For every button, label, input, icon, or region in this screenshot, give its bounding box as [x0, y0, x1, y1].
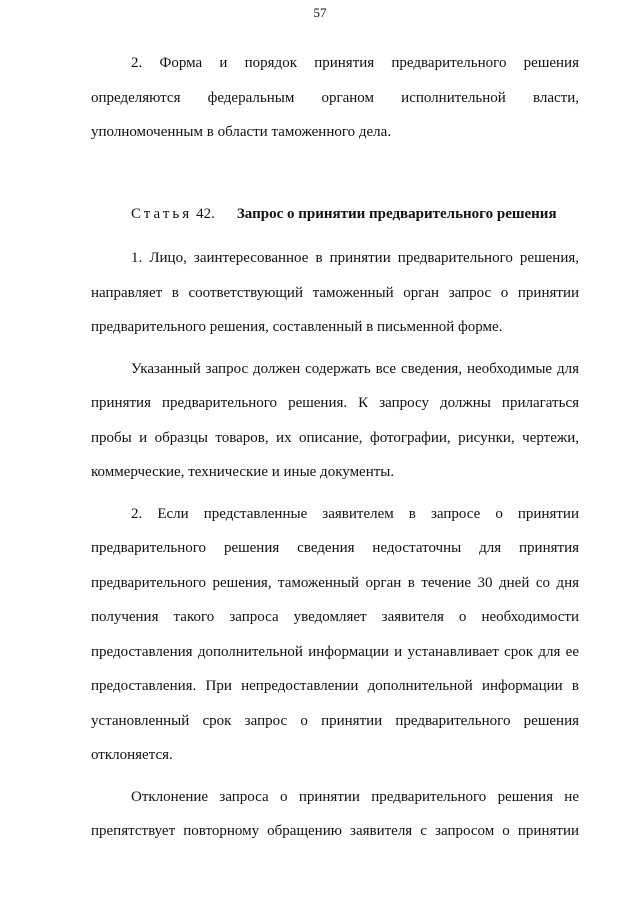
spacer	[91, 773, 579, 780]
document-body	[91, 46, 579, 849]
article-heading	[91, 197, 579, 232]
spacer	[91, 345, 579, 352]
article-number: 42.	[196, 205, 215, 222]
spacer	[91, 150, 579, 197]
spacer	[91, 490, 579, 497]
paragraph-form-procedure: 2. Форма и порядок принятия предварительного решения определяются федеральным органом исполнительной власти, уполномоченным в области таможенного дела.	[91, 55, 579, 140]
article-label: Статья	[131, 205, 193, 222]
paragraph-3: 2. Если представленные заявителем в запросе о принятии предварительного решения сведения недостаточны для принятия предварительного решения, таможенный орган в течение 30 дней со дня получения такого запроса уведомляет заявителя о необходимости предоставления дополнительной информации и устанавливает срок для ее предоставления. При непредоставлении дополнительной информации в установленный срок запрос о принятии предварительного решения отклоняется.	[91, 505, 579, 763]
article-title: Запрос о принятии предварительного решения	[236, 205, 557, 222]
paragraph-4: Отклонение запроса о принятии предварительного решения не препятствует повторному обращению заявителя с запросом о принятии	[91, 788, 579, 839]
paragraph-1: 1. Лицо, заинтересованное в принятии предварительного решения, направляет в соответствующий таможенный орган запрос о принятии предварительного решения, составленный в письменной форме.	[91, 250, 579, 335]
page-number: 57	[313, 5, 327, 20]
paragraph-2: Указанный запрос должен содержать все сведения, необходимые для принятия предварительного решения. К запросу должны прилагаться пробы и образцы товаров, их описание, фотографии, рисунки, чертежи, коммерческие, технические и иные документы.	[91, 360, 579, 480]
